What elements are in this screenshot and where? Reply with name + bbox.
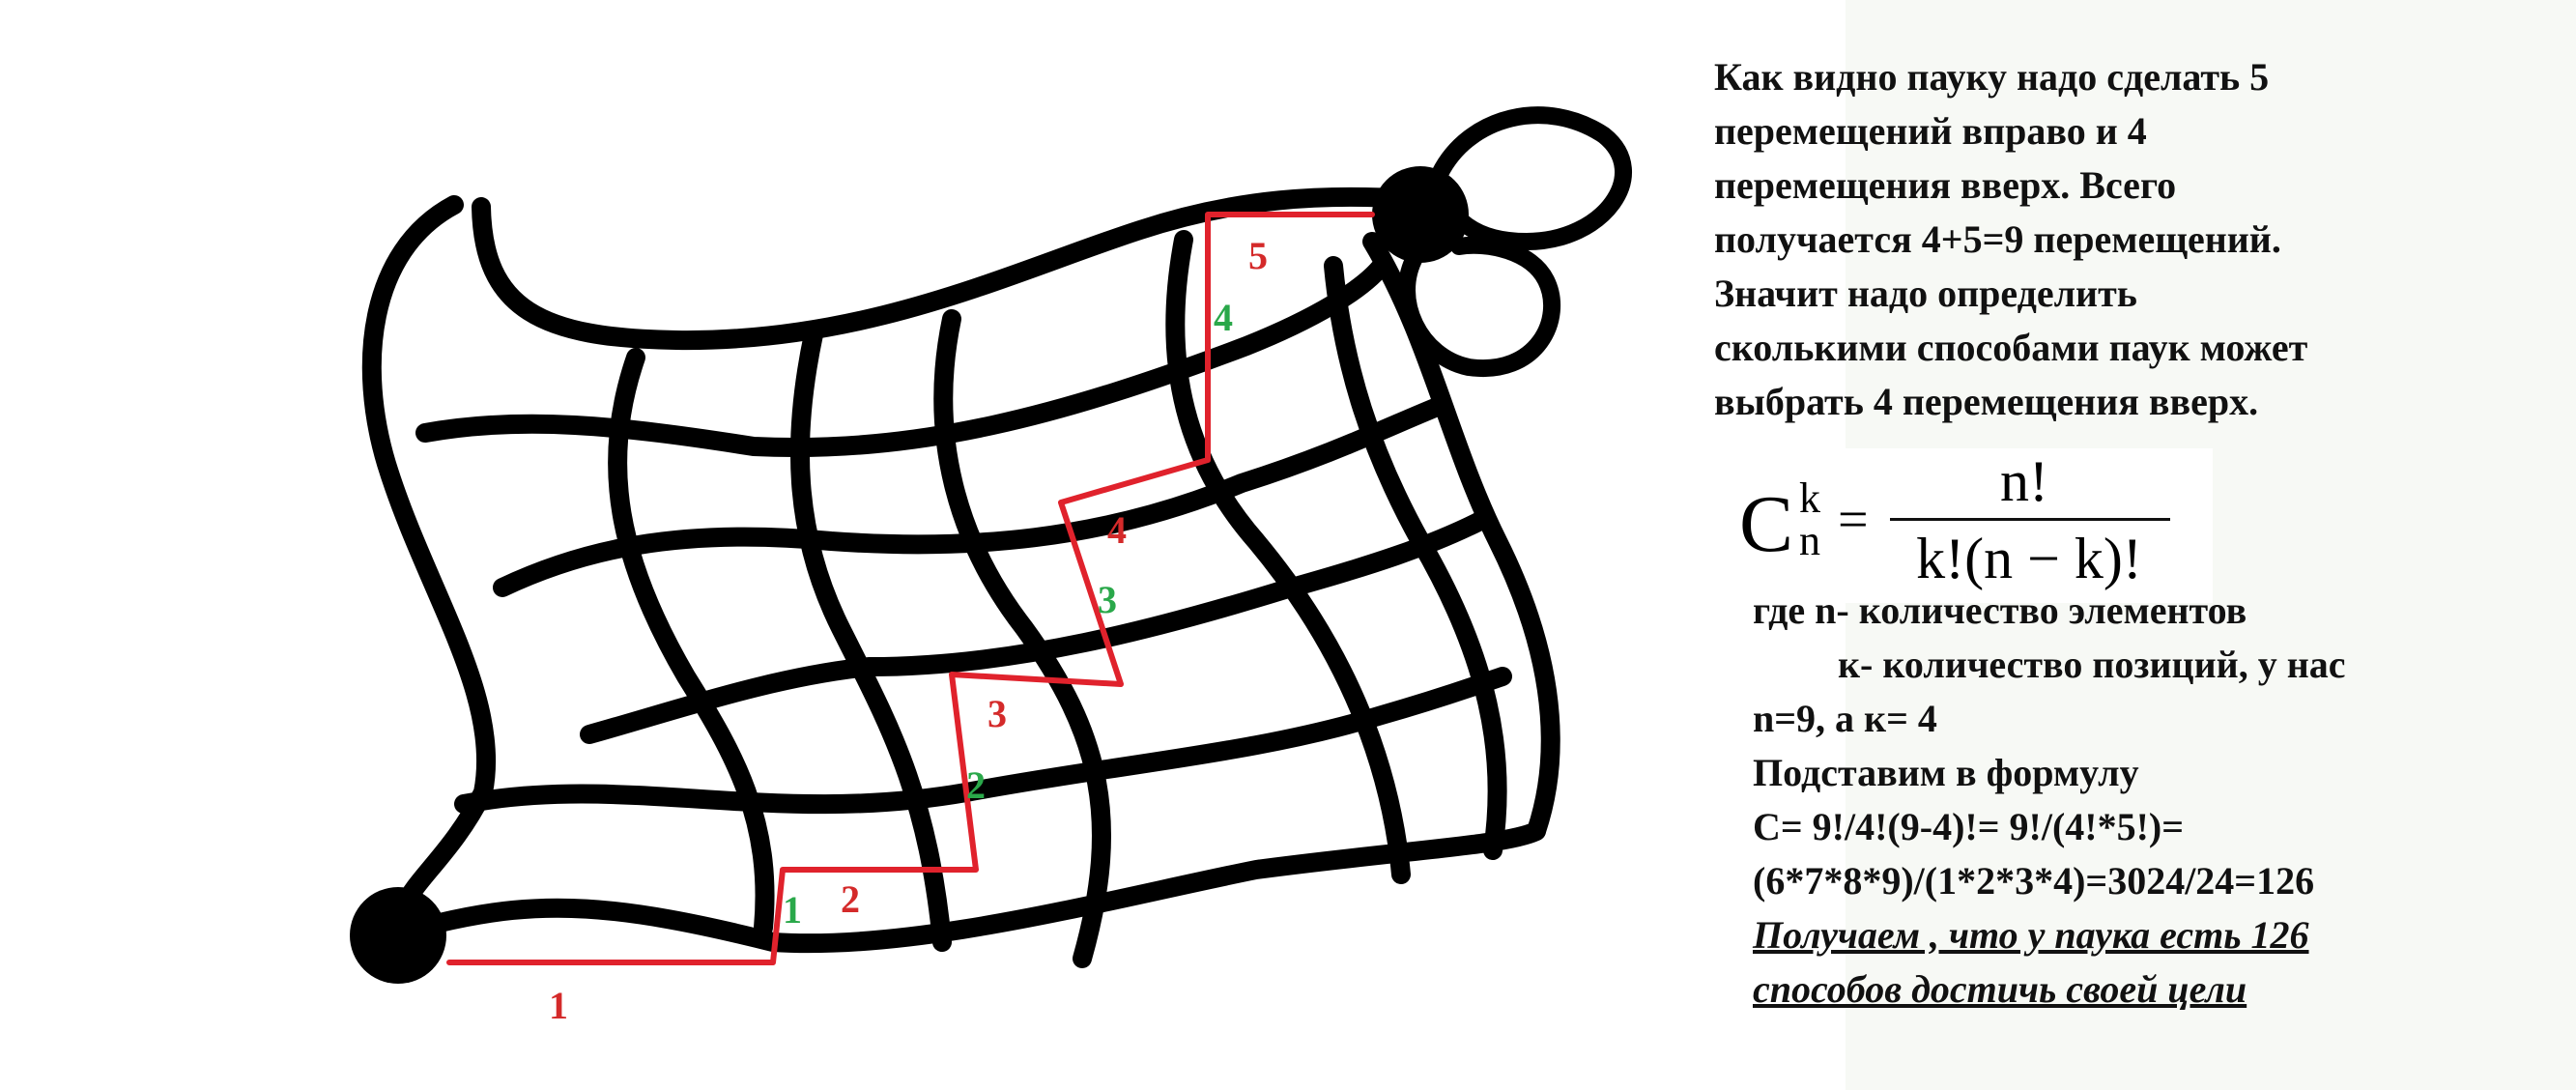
where-line: где n- количество элементов	[1753, 588, 2247, 632]
where-line: n=9, а к= 4	[1753, 697, 1937, 740]
right-move-label-2: 2	[841, 877, 860, 921]
intro-line: выбрать 4 перемещения вверх.	[1714, 380, 2259, 423]
up-move-label-4: 4	[1214, 296, 1233, 339]
right-move-label-5: 5	[1248, 234, 1268, 277]
up-move-label-1: 1	[783, 888, 802, 932]
intro-line: перемещений вправо и 4	[1714, 109, 2147, 153]
up-move-label-2: 2	[966, 763, 986, 807]
fraction-bar	[1890, 518, 2170, 521]
intro-line: Как видно пауку надо сделать 5	[1714, 55, 2270, 99]
conclusion-line: способов достичь своей цели	[1753, 967, 2247, 1011]
formula-superscript: k	[1799, 474, 1820, 522]
right-move-label-1: 1	[549, 984, 568, 1027]
conclusion-line: Получаем , что у паука есть 126	[1753, 913, 2309, 957]
where-line: Подставим в формулу	[1753, 751, 2139, 794]
where-line: к- количество позиций, у нас	[1838, 643, 2346, 686]
formula-equals: =	[1838, 490, 1869, 550]
formula-denominator: k!(n − k)!	[1916, 527, 2142, 590]
right-move-label-3: 3	[987, 692, 1007, 735]
spider-start-node	[350, 887, 446, 984]
formula-numerator: n!	[2000, 449, 2048, 513]
intro-line: получается 4+5=9 перемещений.	[1714, 217, 2281, 261]
intro-line: Значит надо определить	[1714, 272, 2137, 315]
intro-line: сколькими способами паук может	[1714, 326, 2308, 369]
formula-subscript: n	[1799, 517, 1820, 564]
right-move-label-4: 4	[1107, 508, 1127, 552]
intro-paragraph	[1714, 50, 2564, 429]
web-horizontal-thread-1	[425, 266, 1382, 447]
fly-target-node	[1372, 115, 1623, 368]
web-vertical-thread-2	[800, 334, 942, 942]
where-line: (6*7*8*9)/(1*2*3*4)=3024/24=126	[1753, 859, 2315, 903]
formula-letter: C	[1739, 479, 1794, 569]
combination-formula	[1710, 448, 2213, 603]
up-move-label-3: 3	[1098, 578, 1117, 621]
where-line: С= 9!/4!(9-4)!= 9!/(4!*5!)=	[1753, 805, 2185, 848]
intro-line: перемещения вверх. Всего	[1714, 163, 2177, 207]
explanation-paragraph	[1753, 584, 2564, 1017]
web-bottom-edge	[440, 831, 1536, 943]
